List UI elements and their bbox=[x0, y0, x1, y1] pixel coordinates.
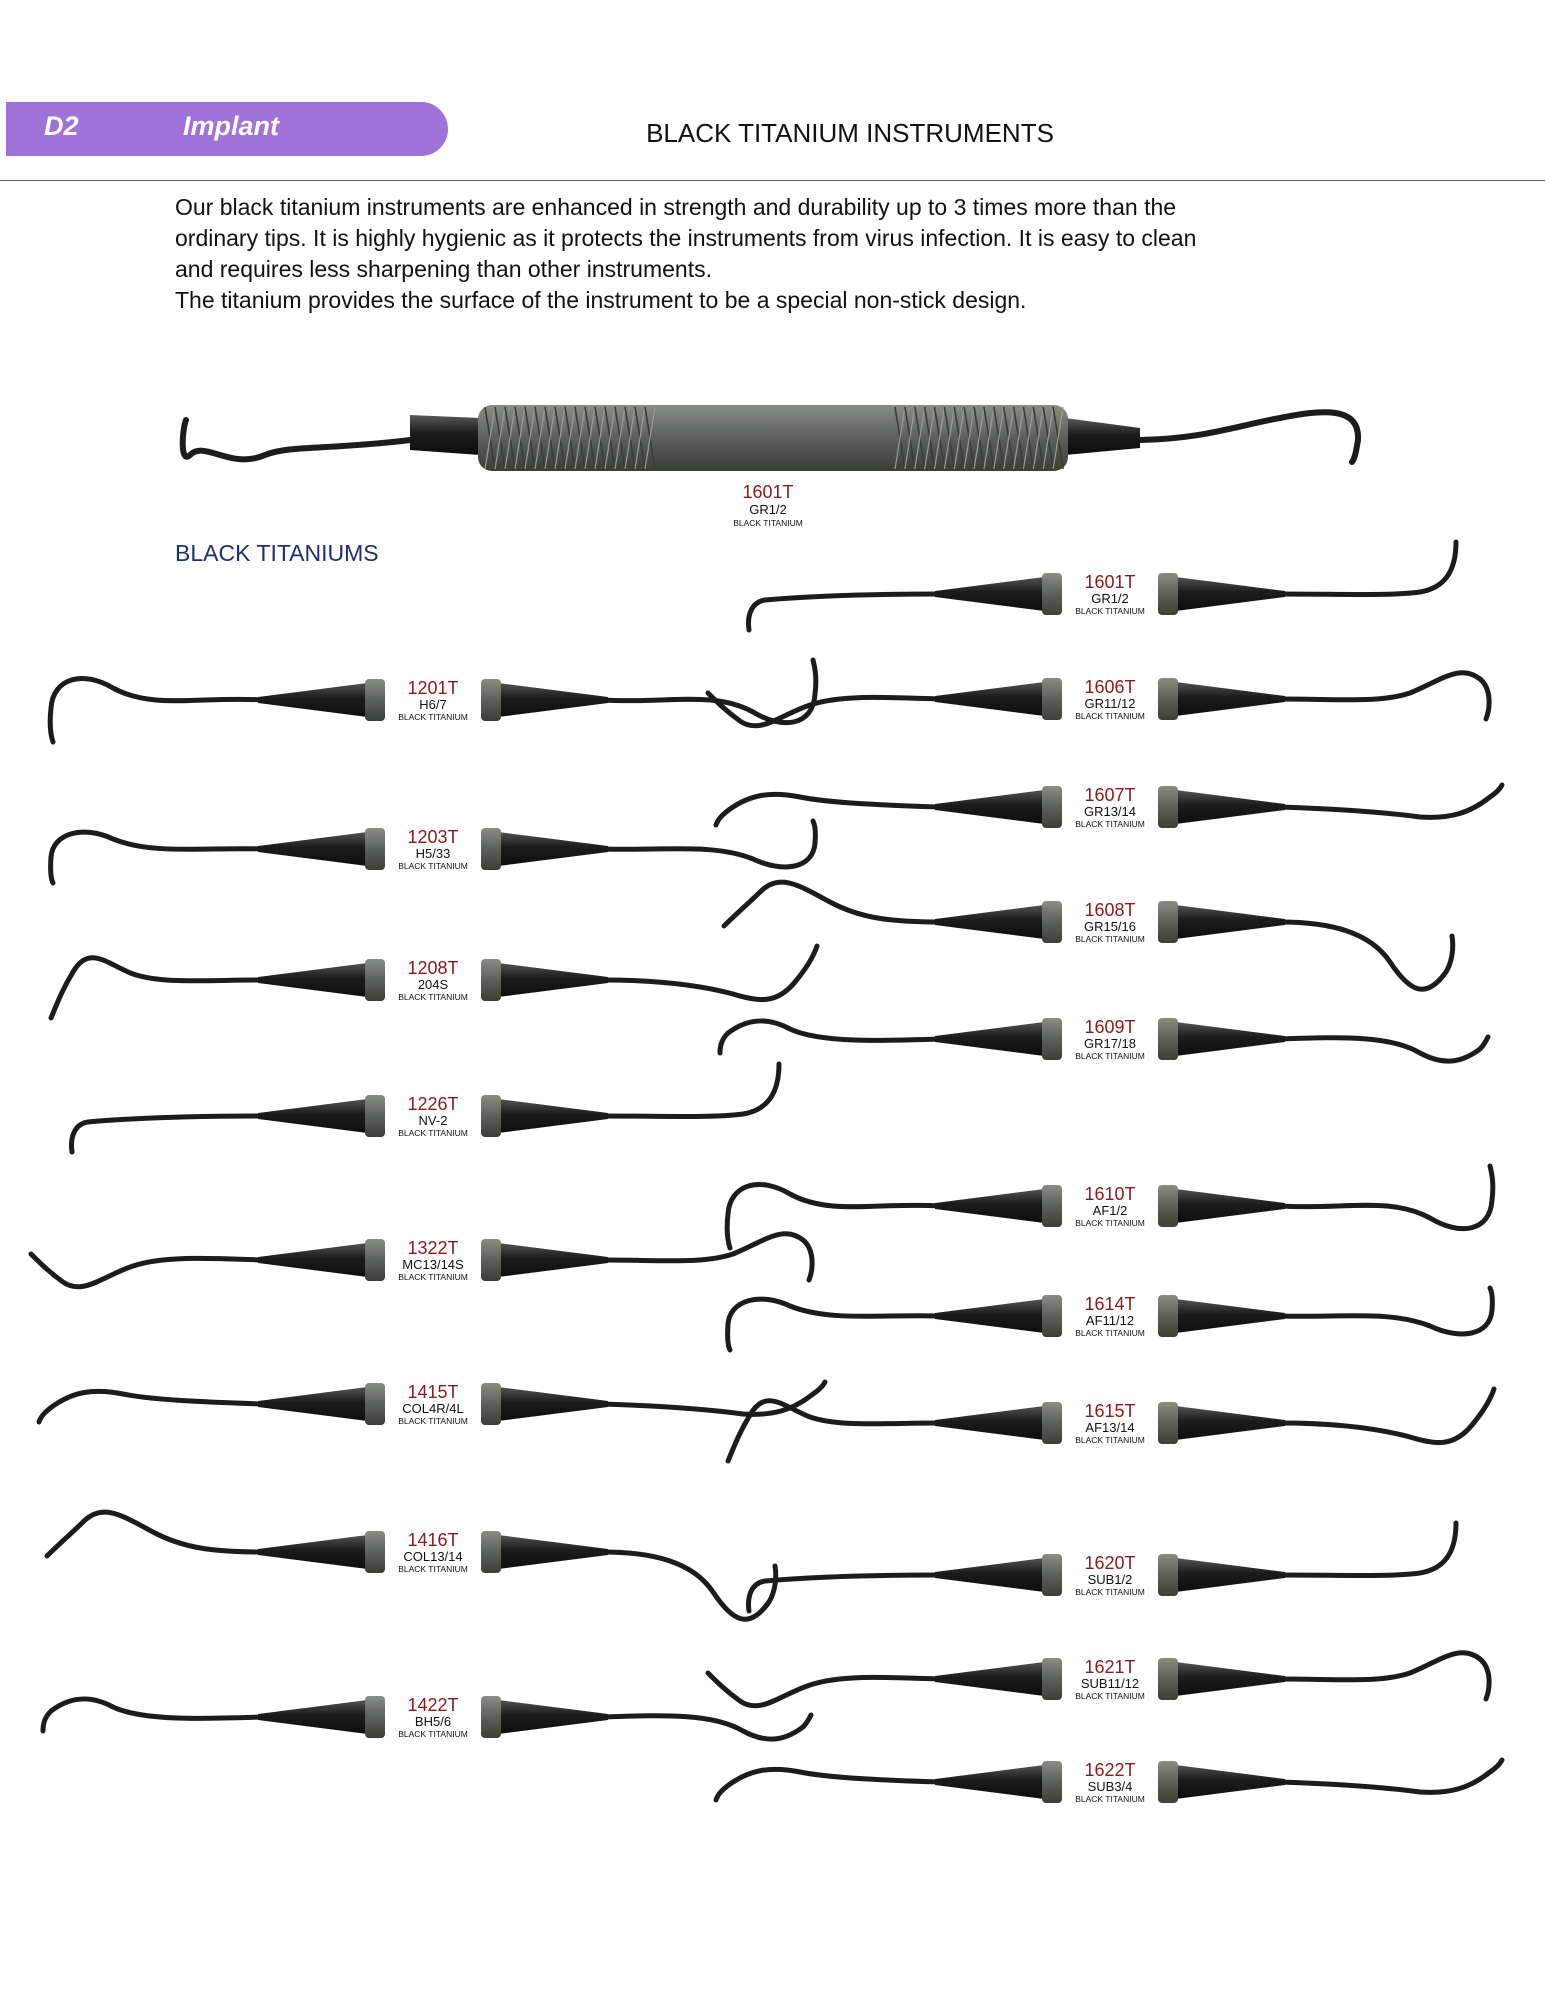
instrument-collar-left bbox=[365, 679, 385, 721]
instrument-collar-right bbox=[481, 828, 501, 870]
instrument-collar-right bbox=[481, 1095, 501, 1137]
instrument-collar-left bbox=[365, 1095, 385, 1137]
instrument-shank-right bbox=[483, 1698, 608, 1736]
instrument-tag: BLACK TITANIUM bbox=[1075, 1435, 1145, 1445]
instrument-shank-left bbox=[935, 1404, 1060, 1442]
instrument-model: GR13/14 bbox=[1083, 804, 1137, 819]
instrument-collar-left bbox=[1042, 1554, 1062, 1596]
instrument-shank-right bbox=[483, 681, 608, 719]
instrument-collar-right bbox=[1158, 1658, 1178, 1700]
instrument-model: COL4R/4L bbox=[402, 1401, 464, 1416]
instrument-shank-right bbox=[1160, 1404, 1285, 1442]
instrument-tag: BLACK TITANIUM bbox=[398, 1729, 468, 1739]
instrument-tip-right bbox=[1280, 1288, 1492, 1334]
instrument-tip-left bbox=[720, 1021, 940, 1053]
instrument-tip-right bbox=[1280, 1166, 1493, 1229]
instrument-code: 1610T bbox=[1084, 1184, 1136, 1204]
instrument-4 bbox=[708, 673, 1489, 726]
instrument-collar-left bbox=[365, 959, 385, 1001]
instrument-shank-left bbox=[935, 575, 1060, 613]
instrument-tip-right bbox=[1280, 542, 1456, 595]
instrument-tip-right bbox=[1280, 1653, 1489, 1699]
instrument-code: 1614T bbox=[1084, 1294, 1136, 1314]
instrument-shank-left bbox=[258, 1698, 383, 1736]
instrument-shank-left bbox=[258, 681, 383, 719]
instrument-shank-right bbox=[483, 1385, 608, 1423]
instrument-7 bbox=[720, 1015, 1488, 1063]
instrument-collar-left bbox=[1042, 1185, 1062, 1227]
instrument-tag: BLACK TITANIUM bbox=[398, 1416, 468, 1426]
instrument-tag: BLACK TITANIUM bbox=[398, 1128, 468, 1138]
instrument-collar-right bbox=[481, 1696, 501, 1738]
instrument-tip-right bbox=[1280, 1037, 1488, 1061]
instrument-model: GR15/16 bbox=[1083, 919, 1137, 934]
instrument-model: COL13/14 bbox=[403, 1549, 463, 1564]
instrument-4 bbox=[708, 1653, 1489, 1706]
instrument-2 bbox=[51, 946, 817, 1018]
featured-shank-left bbox=[410, 415, 480, 455]
instrument-shank-right bbox=[483, 1533, 608, 1571]
instrument-shank-right bbox=[483, 830, 608, 868]
instrument-3 bbox=[749, 1523, 1456, 1611]
instrument-tip-left bbox=[728, 1401, 940, 1461]
instrument-code: 1620T bbox=[1084, 1553, 1136, 1573]
instrument-collar-left bbox=[1042, 573, 1062, 615]
instrument-tip-right bbox=[1280, 922, 1453, 989]
instrument-tip-left bbox=[47, 1512, 263, 1556]
instrument-tag: BLACK TITANIUM bbox=[398, 992, 468, 1002]
instrument-model: AF1/2 bbox=[1092, 1203, 1128, 1218]
instrument-shank-right bbox=[483, 1241, 608, 1279]
page-title: BLACK TITANIUM INSTRUMENTS bbox=[646, 118, 1054, 148]
instrument-tip-left bbox=[708, 1673, 940, 1706]
instrument-shank-right bbox=[1160, 680, 1285, 718]
instrument-shank-left bbox=[258, 830, 383, 868]
instrument-collar-left bbox=[365, 1531, 385, 1573]
instrument-collar-left bbox=[1042, 1402, 1062, 1444]
instrument-tip-left bbox=[716, 1769, 940, 1800]
instrument-5 bbox=[716, 1758, 1502, 1806]
instrument-code: 1601T bbox=[1084, 572, 1136, 592]
instrument-tag: BLACK TITANIUM bbox=[1075, 1218, 1145, 1228]
instrument-code: 1621T bbox=[1084, 1657, 1136, 1677]
instrument-3 bbox=[72, 1064, 779, 1152]
instrument-code: 1607T bbox=[1084, 785, 1136, 805]
instrument-tag: BLACK TITANIUM bbox=[1075, 711, 1145, 721]
instrument-shank-right bbox=[1160, 575, 1285, 613]
intro-line: Our black titanium instruments are enhanced in strength and durability up to 3 times more than the bbox=[175, 194, 1177, 220]
instrument-collar-left bbox=[365, 828, 385, 870]
instrument-collar-left bbox=[1042, 1295, 1062, 1337]
instrument-model: MC13/14S bbox=[402, 1257, 464, 1272]
instrument-collar-left bbox=[1042, 1658, 1062, 1700]
instrument-tag: BLACK TITANIUM bbox=[1075, 1328, 1145, 1338]
instrument-code: 1416T bbox=[407, 1530, 459, 1550]
instrument-code: 1226T bbox=[407, 1094, 459, 1114]
instrument-collar-right bbox=[1158, 1185, 1178, 1227]
instrument-collar-left bbox=[1042, 678, 1062, 720]
instrument-tip-left bbox=[716, 794, 940, 825]
instrument-shank-right bbox=[483, 961, 608, 999]
section-title: BLACK TITANIUMS bbox=[175, 540, 379, 566]
instrument-collar-right bbox=[481, 1383, 501, 1425]
instrument-collar-right bbox=[1158, 1018, 1178, 1060]
instrument-tip-left bbox=[749, 594, 940, 630]
featured-instrument bbox=[183, 405, 1358, 528]
instrument-model: 204S bbox=[417, 977, 449, 992]
instrument-tip-right bbox=[1280, 1523, 1456, 1576]
instrument-tip-left bbox=[31, 1254, 263, 1287]
instrument-model: H5/33 bbox=[415, 846, 451, 861]
instrument-5 bbox=[716, 783, 1502, 831]
instrument-tip-right bbox=[603, 1064, 779, 1117]
instrument-model: AF13/14 bbox=[1085, 1420, 1135, 1435]
instrument-collar-right bbox=[481, 679, 501, 721]
instrument-model: SUB11/12 bbox=[1080, 1676, 1140, 1691]
instrument-tip-left bbox=[727, 1184, 940, 1248]
instrument-tag: BLACK TITANIUM bbox=[1075, 819, 1145, 829]
instrument-tag: BLACK TITANIUM bbox=[1075, 606, 1145, 616]
instrument-shank-right bbox=[1160, 1660, 1285, 1698]
instrument-model: H6/7 bbox=[419, 697, 447, 712]
instrument-shank-left bbox=[935, 680, 1060, 718]
instrument-shank-left bbox=[935, 1297, 1060, 1335]
instrument-shank-right bbox=[1160, 1763, 1285, 1801]
instrument-tip-right bbox=[1280, 673, 1489, 719]
instrument-tag: BLACK TITANIUM bbox=[398, 1564, 468, 1574]
instrument-shank-right bbox=[1160, 788, 1285, 826]
featured-model: GR1/2 bbox=[749, 502, 787, 517]
featured-tip-right bbox=[1135, 412, 1358, 462]
instrument-code: 1201T bbox=[407, 678, 459, 698]
instrument-tip-right bbox=[603, 1715, 811, 1739]
instrument-collar-right bbox=[1158, 786, 1178, 828]
instrument-collar-right bbox=[1158, 1402, 1178, 1444]
instrument-code: 1606T bbox=[1084, 677, 1136, 697]
instrument-tip-left bbox=[43, 1699, 263, 1731]
instrument-collar-right bbox=[1158, 1295, 1178, 1337]
instrument-tip-left bbox=[724, 882, 940, 926]
instrument-0 bbox=[727, 1166, 1493, 1248]
instrument-shank-left bbox=[935, 788, 1060, 826]
instrument-model: NV-2 bbox=[418, 1113, 448, 1128]
instrument-shank-left bbox=[935, 1763, 1060, 1801]
instrument-collar-left bbox=[365, 1239, 385, 1281]
instrument-tag: BLACK TITANIUM bbox=[398, 712, 468, 722]
instrument-5 bbox=[39, 1380, 825, 1428]
instrument-collar-right bbox=[481, 1531, 501, 1573]
section-label: Implant bbox=[183, 111, 280, 141]
instrument-shank-left bbox=[258, 1385, 383, 1423]
instrument-code: 1622T bbox=[1084, 1760, 1136, 1780]
instrument-shank-left bbox=[935, 1660, 1060, 1698]
instrument-collar-left bbox=[1042, 786, 1062, 828]
instrument-collar-right bbox=[481, 959, 501, 1001]
instrument-1 bbox=[728, 1288, 1493, 1350]
intro-line: and requires less sharpening than other instruments. bbox=[175, 256, 712, 282]
instrument-shank-right bbox=[1160, 903, 1285, 941]
instrument-model: GR1/2 bbox=[1091, 591, 1129, 606]
instrument-code: 1415T bbox=[407, 1382, 459, 1402]
instrument-code: 1422T bbox=[407, 1695, 459, 1715]
featured-shank-right bbox=[1065, 418, 1140, 455]
instrument-shank-left bbox=[935, 1187, 1060, 1225]
instrument-shank-left bbox=[258, 1097, 383, 1135]
instrument-shank-left bbox=[258, 1533, 383, 1571]
instrument-model: GR11/12 bbox=[1084, 696, 1136, 711]
featured-tip-left bbox=[183, 420, 410, 459]
instrument-1 bbox=[51, 821, 816, 883]
instrument-tip-left bbox=[50, 678, 263, 742]
instrument-collar-left bbox=[1042, 901, 1062, 943]
instrument-collar-right bbox=[1158, 901, 1178, 943]
instrument-shank-right bbox=[1160, 1297, 1285, 1335]
instrument-tag: BLACK TITANIUM bbox=[1075, 1794, 1145, 1804]
instrument-6 bbox=[724, 882, 1453, 989]
featured-code: 1601T bbox=[742, 482, 794, 502]
instrument-shank-right bbox=[1160, 1556, 1285, 1594]
instrument-collar-left bbox=[365, 1696, 385, 1738]
instrument-model: GR17/18 bbox=[1083, 1036, 1137, 1051]
instrument-shank-left bbox=[935, 1020, 1060, 1058]
instrument-collar-left bbox=[1042, 1018, 1062, 1060]
instrument-6 bbox=[47, 1512, 776, 1619]
instrument-3 bbox=[749, 542, 1456, 630]
intro-line: ordinary tips. It is highly hygienic as it protects the instruments from virus infection. It is easy to clean bbox=[175, 225, 1197, 251]
instrument-shank-left bbox=[935, 1556, 1060, 1594]
instrument-tag: BLACK TITANIUM bbox=[1075, 1051, 1145, 1061]
instrument-collar-left bbox=[365, 1383, 385, 1425]
intro-line: The titanium provides the surface of the instrument to be a special non-stick design. bbox=[175, 287, 1027, 313]
instrument-tag: BLACK TITANIUM bbox=[1075, 1691, 1145, 1701]
instrument-code: 1608T bbox=[1084, 900, 1136, 920]
instrument-tip-right bbox=[1280, 1389, 1494, 1443]
featured-tag: BLACK TITANIUM bbox=[733, 518, 803, 528]
instrument-shank-left bbox=[935, 903, 1060, 941]
instrument-collar-right bbox=[1158, 1554, 1178, 1596]
instrument-collar-left bbox=[1042, 1761, 1062, 1803]
instrument-tag: BLACK TITANIUM bbox=[1075, 1587, 1145, 1597]
instrument-collar-right bbox=[1158, 678, 1178, 720]
instrument-2 bbox=[728, 1389, 1494, 1461]
instrument-shank-right bbox=[483, 1097, 608, 1135]
instrument-tip-right bbox=[603, 946, 817, 1000]
instrument-tag: BLACK TITANIUM bbox=[1075, 934, 1145, 944]
instrument-shank-left bbox=[258, 961, 383, 999]
instrument-model: BH5/6 bbox=[414, 1714, 452, 1729]
instrument-code: 1203T bbox=[407, 827, 459, 847]
section-code: D2 bbox=[44, 111, 79, 141]
instrument-code: 1609T bbox=[1084, 1017, 1136, 1037]
instrument-0 bbox=[50, 660, 816, 742]
instrument-code: 1615T bbox=[1084, 1401, 1136, 1421]
instrument-code: 1322T bbox=[407, 1238, 459, 1258]
instrument-collar-right bbox=[481, 1239, 501, 1281]
instrument-tip-right bbox=[1280, 1760, 1502, 1792]
instrument-tip-left bbox=[72, 1116, 263, 1152]
instrument-tip-left bbox=[51, 832, 263, 883]
instrument-tip-left bbox=[749, 1575, 940, 1611]
instrument-model: SUB3/4 bbox=[1087, 1779, 1133, 1794]
instrument-tip-right bbox=[603, 821, 815, 867]
instrument-tip-right bbox=[1280, 785, 1502, 817]
instrument-4 bbox=[31, 1234, 812, 1287]
instrument-shank-right bbox=[1160, 1187, 1285, 1225]
instrument-tag: BLACK TITANIUM bbox=[398, 1272, 468, 1282]
instrument-shank-right bbox=[1160, 1020, 1285, 1058]
instrument-tip-left bbox=[728, 1299, 940, 1350]
instrument-tip-left bbox=[39, 1391, 263, 1422]
instrument-model: SUB1/2 bbox=[1087, 1572, 1133, 1587]
instrument-tip-right bbox=[603, 1234, 812, 1280]
instrument-tip-left bbox=[51, 958, 263, 1018]
instrument-code: 1208T bbox=[407, 958, 459, 978]
instrument-shank-left bbox=[258, 1241, 383, 1279]
instrument-collar-right bbox=[1158, 573, 1178, 615]
instrument-tag: BLACK TITANIUM bbox=[398, 861, 468, 871]
instrument-7 bbox=[43, 1693, 811, 1741]
instrument-collar-right bbox=[1158, 1761, 1178, 1803]
instrument-model: AF11/12 bbox=[1085, 1313, 1135, 1328]
